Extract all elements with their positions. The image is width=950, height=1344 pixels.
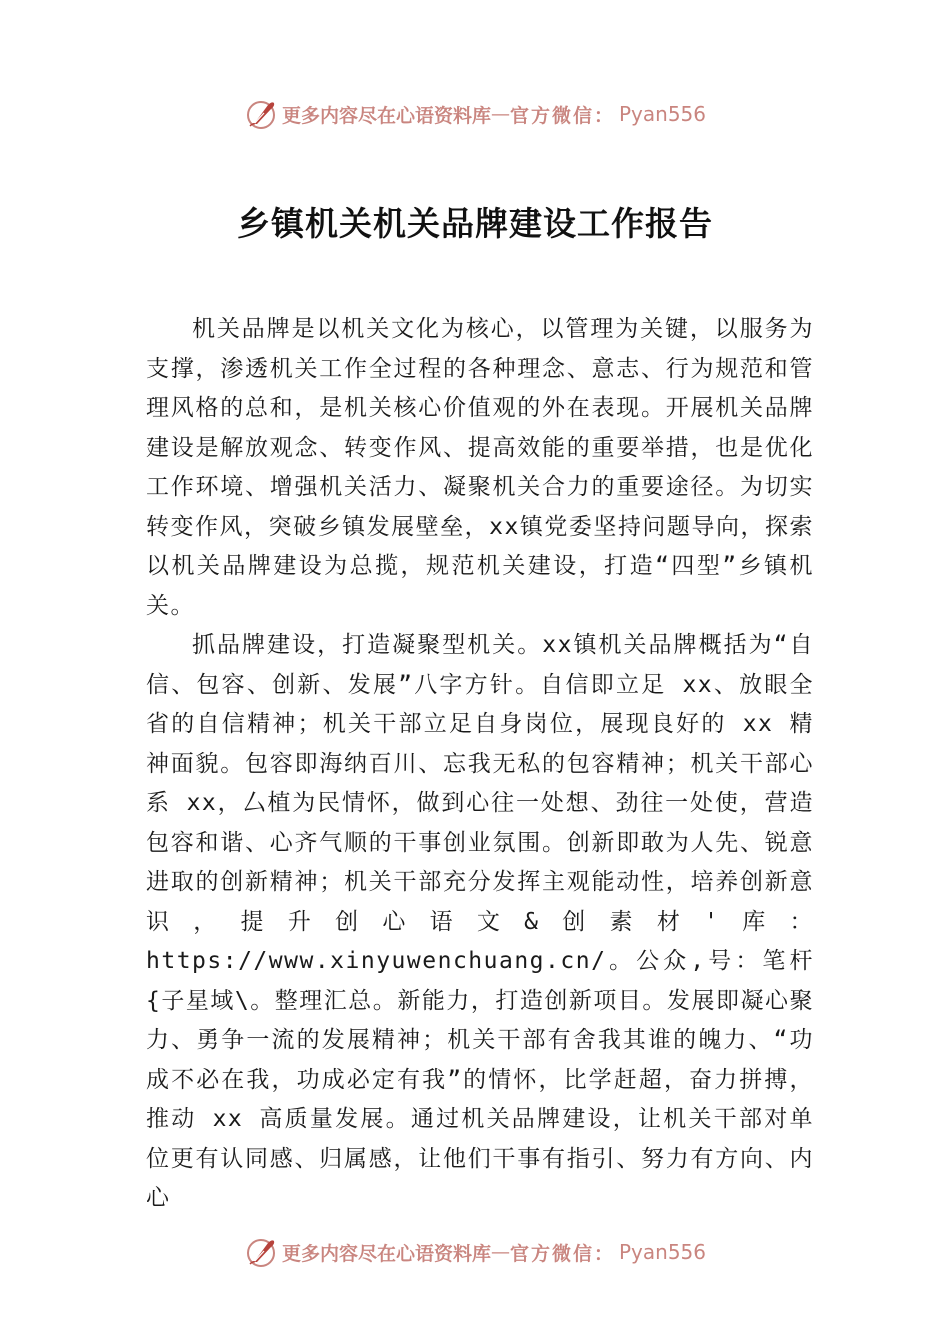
paragraph-intro: 机关品牌是以机关文化为核心，以管理为关键，以服务为支撑，渗透机关工作全过程的各种理念、意志、行为规范和管理风格的总和，是机关核心价值观的外在表现。开展机关品牌建设是解放观念、转变作风、提高效能的重要举措，也是优化工作环境、增强机关活力、凝聚机关合力的重要途径。为切实转变作风，突破乡镇发展壁垒，xx镇党委坚持问题导向，探索以机关品牌建设为总揽，规范机关建设，打造“四型”乡镇机关。 [146, 316, 814, 619]
banner-separator: — [490, 1241, 510, 1263]
footer-banner [0, 1232, 950, 1272]
banner-wechat-label: 官方微信： [509, 104, 615, 127]
banner-slogan: 更多内容尽在心语资料库 [281, 1242, 491, 1265]
header-banner [0, 94, 950, 134]
feather-pen-logo-icon [244, 97, 278, 131]
document-body [146, 310, 814, 1219]
document-title: 乡镇机关机关品牌建设工作报告 [237, 204, 713, 243]
banner-separator: — [490, 103, 510, 125]
banner-slogan: 更多内容尽在心语资料库 [281, 104, 491, 127]
banner-wechat-label: 官方微信： [509, 1242, 615, 1265]
feather-pen-logo-icon [244, 1235, 278, 1269]
banner-wechat-id: Pyan556 [619, 1240, 707, 1264]
banner-wechat-id: Pyan556 [619, 102, 707, 126]
paragraph-brand-building: 抓品牌建设，打造凝聚型机关。xx镇机关品牌概括为“自信、包容、创新、发展”八字方针。自信即立足 xx、放眼全省的自信精神；机关干部立足自身岗位，展现良好的 xx 精神面貌。包容即海纳百川、忘我无私的包容精神；机关干部心系 xx，厶植为民情怀，做到心往一处想、劲往一处使，营造包容和谐、心齐气顺的干事创业氛围。创新即敢为人先、锐意进取的创新精神；机关干部充分发挥主观能动性，培养创新意识，提升创心语文&创素材'库：https://www.xinyuwenchuang.cn/。公众,号：笔杆{子星域\。整理汇总。新能力，打造创新项目。发展即凝心聚力、勇争一流的发展精神；机关干部有舍我其谁的魄力、“功成不必在我，功成必定有我”的情怀，比学赶超，奋力拼搏，推动 xx 高质量发展。通过机关品牌建设，让机关干部对单位更有认同感、归属感，让他们干事有指引、努力有方向、内心 [146, 632, 814, 1211]
